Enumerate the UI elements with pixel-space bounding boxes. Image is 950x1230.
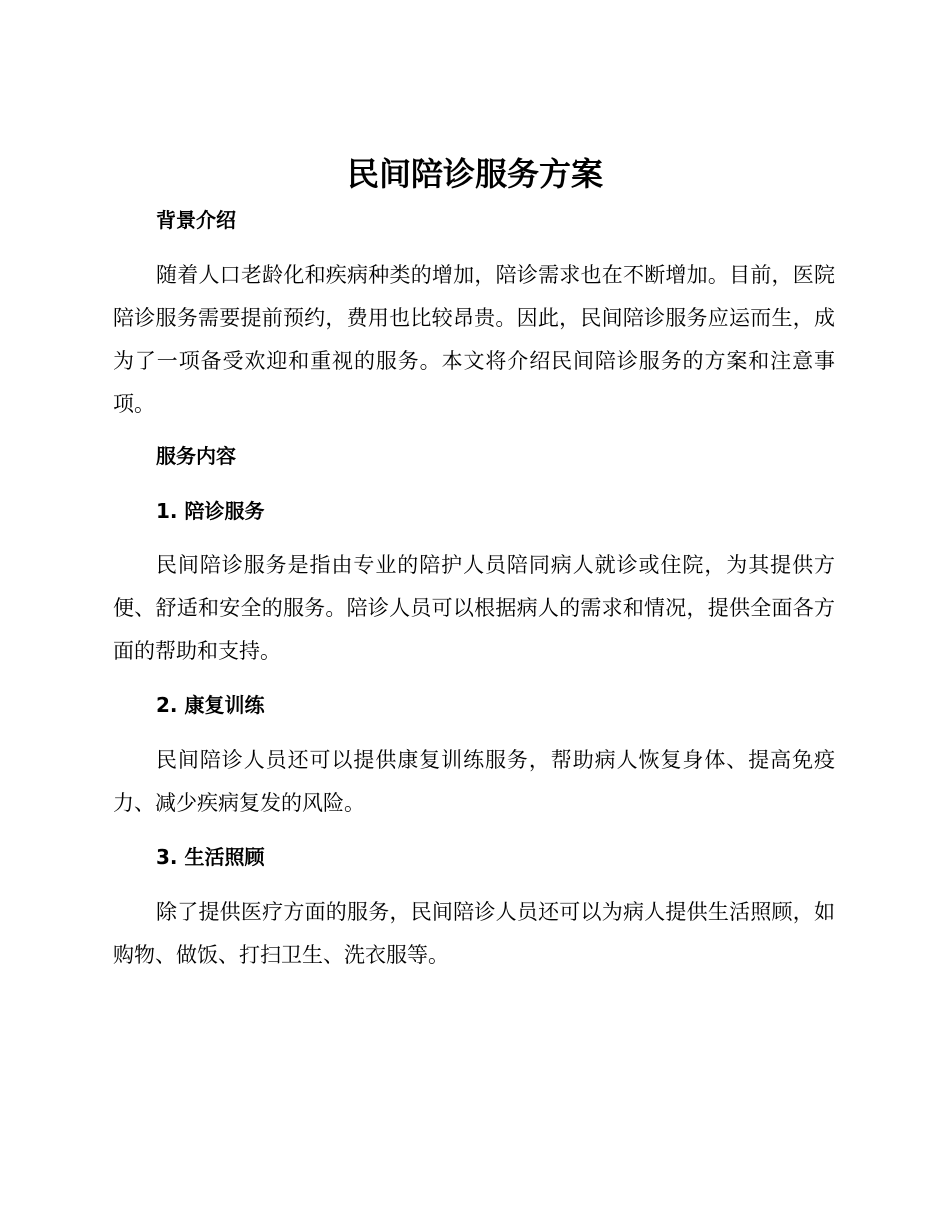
document-title: 民间陪诊服务方案 [346, 155, 603, 193]
paragraph-background: 随着人口老龄化和疾病种类的增加，陪诊需求也在不断增加。目前，医院陪诊服务需要提前预约，费用也比较昂贵。因此，民间陪诊服务应运而生，成为了一项备受欢迎和重视的服务。本文将介绍民间陪诊服务的方案和注意事项。 [113, 263, 835, 416]
paragraph-daily-care: 除了提供医疗方面的服务，民间陪诊人员还可以为病人提供生活照顾，如购物、做饭、打扫卫生、洗衣服等。 [113, 900, 835, 967]
section-heading-background: 背景介绍 [156, 208, 236, 232]
subheading-rehab-training: 2. 康复训练 [156, 693, 265, 717]
section-heading-services: 服务内容 [156, 444, 236, 468]
subheading-accompany-service: 1. 陪诊服务 [156, 499, 265, 523]
subheading-daily-care: 3. 生活照顾 [156, 845, 265, 869]
paragraph-accompany-service: 民间陪诊服务是指由专业的陪护人员陪同病人就诊或住院，为其提供方便、舒适和安全的服务。陪诊人员可以根据病人的需求和情况，提供全面各方面的帮助和支持。 [113, 553, 835, 663]
paragraph-rehab-training: 民间陪诊人员还可以提供康复训练服务，帮助病人恢复身体、提高免疫力、减少疾病复发的风险。 [113, 748, 835, 815]
